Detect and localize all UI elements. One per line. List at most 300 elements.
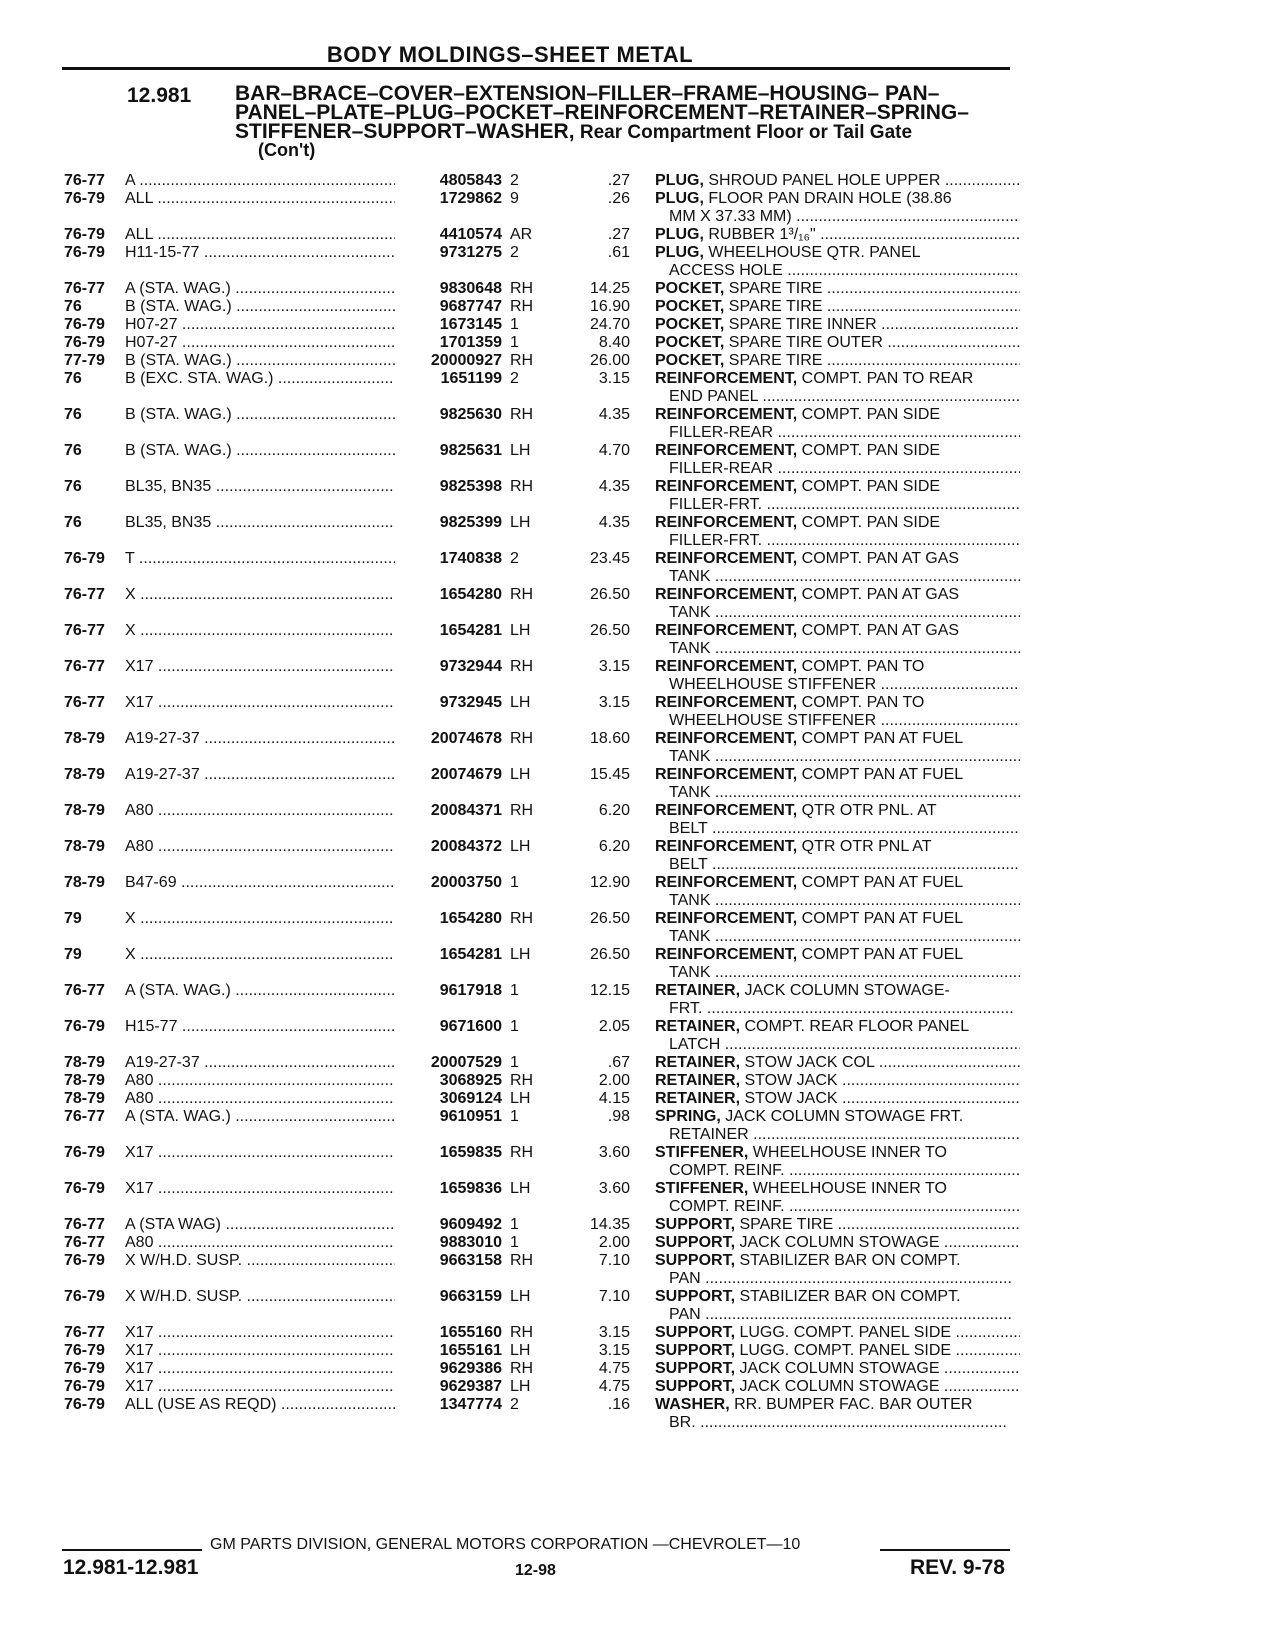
table-row bbox=[0, 658, 1280, 698]
description-line-1: COMPT. PAN TO REAR bbox=[797, 370, 974, 387]
description-line-1: STOW JACK bbox=[740, 1072, 838, 1089]
description-line-2: TANK ..... bbox=[655, 568, 1020, 586]
price: 4.75 bbox=[598, 1378, 630, 1395]
part-description bbox=[655, 838, 1020, 874]
part-number: 4410574 bbox=[439, 226, 502, 243]
model-years: 77-79 bbox=[64, 352, 105, 369]
part-number: 1701359 bbox=[439, 334, 502, 351]
part-name: STIFFENER, bbox=[655, 1144, 749, 1161]
quantity: RH bbox=[510, 586, 534, 603]
table-row bbox=[0, 802, 1280, 842]
model-applicability: X W/H.D. SUSP. ..... bbox=[125, 1288, 395, 1306]
price: .27 bbox=[607, 172, 630, 189]
table-row bbox=[0, 586, 1280, 626]
model-applicability: X ..... bbox=[125, 586, 395, 604]
description-line-1: COMPT. PAN SIDE bbox=[797, 478, 941, 495]
description-line-1: SPARE TIRE bbox=[724, 280, 823, 297]
table-row bbox=[0, 1180, 1280, 1220]
price: 3.60 bbox=[598, 1180, 630, 1197]
part-number: 9687747 bbox=[439, 298, 502, 315]
quantity: 1 bbox=[510, 1234, 519, 1251]
part-name: REINFORCEMENT, bbox=[655, 370, 798, 387]
part-description bbox=[655, 280, 1020, 298]
model-years: 76-77 bbox=[64, 694, 105, 711]
part-description bbox=[655, 1378, 1020, 1396]
description-line-2: TANK ..... bbox=[655, 892, 1020, 910]
quantity: LH bbox=[510, 694, 531, 711]
part-description bbox=[655, 730, 1020, 766]
quantity: RH bbox=[510, 1360, 534, 1377]
model-years: 78-79 bbox=[64, 1090, 105, 1107]
part-number: 1654280 bbox=[439, 586, 502, 603]
part-description bbox=[655, 694, 1020, 730]
table-row bbox=[0, 910, 1280, 950]
description-line-1: SPARE TIRE bbox=[724, 298, 823, 315]
part-number: 1651199 bbox=[440, 370, 502, 387]
model-applicability: A80 ..... bbox=[125, 1072, 395, 1090]
part-description bbox=[655, 1252, 1020, 1288]
description-line-1: COMPT. PAN TO bbox=[797, 658, 925, 675]
model-applicability: X17 ..... bbox=[125, 1342, 395, 1360]
table-row bbox=[0, 622, 1280, 662]
part-number: 9617918 bbox=[439, 982, 502, 999]
quantity: RH bbox=[510, 478, 534, 495]
price: 8.40 bbox=[598, 334, 630, 351]
model-applicability: T ..... bbox=[125, 550, 395, 568]
model-years: 76-77 bbox=[64, 1216, 105, 1233]
table-row bbox=[0, 244, 1280, 284]
description-line-2: PAN ..... bbox=[655, 1306, 1020, 1324]
table-row bbox=[0, 838, 1280, 878]
model-applicability: ALL ..... bbox=[125, 190, 395, 208]
part-number: 20074679 bbox=[430, 766, 502, 783]
section-title-line: PANEL–PLATE–PLUG–POCKET–REINFORCEMENT–RETAINER–SPRING– bbox=[235, 101, 969, 124]
description-line-1: COMPT PAN AT FUEL bbox=[797, 874, 964, 891]
part-number: 20000927 bbox=[430, 352, 502, 369]
model-applicability: X ..... bbox=[125, 622, 395, 640]
part-number: 1740838 bbox=[439, 550, 502, 567]
quantity: 2 bbox=[510, 550, 519, 567]
table-row bbox=[0, 1288, 1280, 1328]
quantity: RH bbox=[510, 1144, 534, 1161]
footer-page-number: 12-98 bbox=[515, 1562, 556, 1579]
part-description bbox=[655, 190, 1020, 226]
model-years: 76-79 bbox=[64, 1360, 105, 1377]
part-name: SUPPORT, bbox=[655, 1378, 736, 1395]
quantity: RH bbox=[510, 1072, 534, 1089]
quantity: RH bbox=[510, 352, 534, 369]
model-years: 76-77 bbox=[64, 1234, 105, 1251]
model-years: 76-79 bbox=[64, 190, 105, 207]
part-description bbox=[655, 1216, 1020, 1234]
table-row bbox=[0, 1144, 1280, 1184]
model-years: 79 bbox=[64, 910, 82, 927]
quantity: 2 bbox=[510, 172, 519, 189]
model-years: 78-79 bbox=[64, 1054, 105, 1071]
price: 12.15 bbox=[589, 982, 630, 999]
quantity: RH bbox=[510, 910, 534, 927]
table-row bbox=[0, 442, 1280, 482]
model-years: 78-79 bbox=[64, 730, 105, 747]
part-number: 9825630 bbox=[439, 406, 502, 423]
part-number: 20003750 bbox=[430, 874, 502, 891]
model-applicability: A80 ..... bbox=[125, 802, 395, 820]
model-years: 76 bbox=[64, 442, 82, 459]
table-row bbox=[0, 1396, 1280, 1436]
description-line-1: JACK COLUMN STOWAGE bbox=[735, 1360, 940, 1377]
model-years: 76-77 bbox=[64, 622, 105, 639]
part-name: REINFORCEMENT, bbox=[655, 766, 798, 783]
part-name: SUPPORT, bbox=[655, 1234, 736, 1251]
part-description bbox=[655, 1234, 1020, 1252]
price: 4.15 bbox=[598, 1090, 630, 1107]
part-number: 1654281 bbox=[439, 622, 502, 639]
part-description bbox=[655, 1018, 1020, 1054]
quantity: RH bbox=[510, 1324, 534, 1341]
part-description bbox=[655, 478, 1020, 514]
part-number: 1659835 bbox=[439, 1144, 502, 1161]
description-line-1: COMPT. REAR FLOOR PANEL bbox=[740, 1018, 970, 1035]
model-years: 76-79 bbox=[64, 1288, 105, 1305]
model-years: 76-77 bbox=[64, 172, 105, 189]
description-line-1: COMPT. PAN SIDE bbox=[797, 442, 941, 459]
quantity: 2 bbox=[510, 244, 519, 261]
model-applicability: X W/H.D. SUSP. ..... bbox=[125, 1252, 395, 1270]
part-name: RETAINER, bbox=[655, 982, 741, 999]
part-number: 9883010 bbox=[439, 1234, 502, 1251]
table-row bbox=[0, 874, 1280, 914]
part-number: 3069124 bbox=[439, 1090, 502, 1107]
model-applicability: B (STA. WAG.) ..... bbox=[125, 352, 395, 370]
description-line-2: TANK ..... bbox=[655, 928, 1020, 946]
part-number: 9629387 bbox=[439, 1378, 502, 1395]
part-number: 9731275 bbox=[439, 244, 502, 261]
part-name: POCKET, bbox=[655, 352, 725, 369]
part-number: 20074678 bbox=[430, 730, 502, 747]
part-name: SUPPORT, bbox=[655, 1216, 736, 1233]
price: 6.20 bbox=[598, 802, 630, 819]
part-number: 9825399 bbox=[439, 514, 502, 531]
part-number: 1347774 bbox=[439, 1396, 502, 1413]
part-description bbox=[655, 316, 1020, 334]
price: 18.60 bbox=[589, 730, 630, 747]
description-line-2: FILLER-FRT. ..... bbox=[655, 532, 1020, 550]
model-years: 76-79 bbox=[64, 334, 105, 351]
part-name: RETAINER, bbox=[655, 1072, 741, 1089]
part-name: REINFORCEMENT, bbox=[655, 442, 798, 459]
model-years: 78-79 bbox=[64, 838, 105, 855]
part-name: PLUG, bbox=[655, 226, 704, 243]
part-number: 9732944 bbox=[439, 658, 502, 675]
price: 4.35 bbox=[598, 478, 630, 495]
model-years: 78-79 bbox=[64, 1072, 105, 1089]
part-name: RETAINER, bbox=[655, 1018, 741, 1035]
price: 2.00 bbox=[598, 1072, 630, 1089]
part-description bbox=[655, 658, 1020, 694]
part-description bbox=[655, 550, 1020, 586]
part-description bbox=[655, 514, 1020, 550]
part-name: POCKET, bbox=[655, 280, 725, 297]
description-line-1: LUGG. COMPT. PANEL SIDE bbox=[735, 1324, 952, 1341]
footer-rule-right bbox=[880, 1549, 1010, 1551]
model-years: 76-77 bbox=[64, 1324, 105, 1341]
description-line-1: STABILIZER BAR ON COMPT. bbox=[735, 1252, 961, 1269]
part-number: 20007529 bbox=[430, 1054, 502, 1071]
part-description bbox=[655, 1324, 1020, 1342]
quantity: LH bbox=[510, 442, 531, 459]
description-line-1: COMPT. PAN TO bbox=[797, 694, 925, 711]
price: 3.15 bbox=[598, 1342, 630, 1359]
part-name: RETAINER, bbox=[655, 1090, 741, 1107]
part-name: REINFORCEMENT, bbox=[655, 874, 798, 891]
table-row bbox=[0, 514, 1280, 554]
description-line-1: SPARE TIRE OUTER bbox=[724, 334, 883, 351]
part-name: REINFORCEMENT, bbox=[655, 838, 798, 855]
part-description bbox=[655, 172, 1020, 190]
model-applicability: X17 ..... bbox=[125, 658, 395, 676]
model-applicability: A (STA. WAG.) ..... bbox=[125, 280, 395, 298]
part-name: REINFORCEMENT, bbox=[655, 946, 798, 963]
part-name: REINFORCEMENT, bbox=[655, 802, 798, 819]
part-description bbox=[655, 1396, 1020, 1432]
price: 6.20 bbox=[598, 838, 630, 855]
quantity: 1 bbox=[510, 982, 519, 999]
price: 26.50 bbox=[589, 586, 630, 603]
part-name: PLUG, bbox=[655, 172, 704, 189]
part-description bbox=[655, 1054, 1020, 1072]
part-name: POCKET, bbox=[655, 334, 725, 351]
description-line-1: QTR OTR PNL. AT bbox=[797, 802, 937, 819]
part-name: PLUG, bbox=[655, 190, 704, 207]
page-title: BODY MOLDINGS–SHEET METAL bbox=[326, 42, 694, 67]
part-description bbox=[655, 874, 1020, 910]
description-line-2: ACCESS HOLE ..... bbox=[655, 262, 1020, 280]
quantity: LH bbox=[510, 946, 531, 963]
part-name: REINFORCEMENT, bbox=[655, 730, 798, 747]
description-line-2: COMPT. REINF. ..... bbox=[655, 1198, 1020, 1216]
description-line-1: STABILIZER BAR ON COMPT. bbox=[735, 1288, 961, 1305]
price: 4.70 bbox=[598, 442, 630, 459]
price: 7.10 bbox=[598, 1252, 630, 1269]
part-description bbox=[655, 334, 1020, 352]
quantity: 1 bbox=[510, 1018, 519, 1035]
table-row bbox=[0, 982, 1280, 1022]
description-line-2: FILLER-REAR ..... bbox=[655, 424, 1020, 442]
part-number: 9671600 bbox=[439, 1018, 502, 1035]
description-line-1: COMPT. PAN SIDE bbox=[797, 514, 941, 531]
model-applicability: X17 ..... bbox=[125, 694, 395, 712]
price: 2.05 bbox=[598, 1018, 630, 1035]
table-row bbox=[0, 370, 1280, 410]
part-description bbox=[655, 442, 1020, 478]
description-line-2: TANK ..... bbox=[655, 748, 1020, 766]
footer-rule-left bbox=[62, 1549, 202, 1551]
description-line-1: WHEELHOUSE INNER TO bbox=[748, 1180, 947, 1197]
model-applicability: X ..... bbox=[125, 910, 395, 928]
part-number: 1655160 bbox=[439, 1324, 502, 1341]
model-years: 76 bbox=[64, 478, 82, 495]
model-applicability: H11-15-77 ..... bbox=[125, 244, 395, 262]
part-description bbox=[655, 1360, 1020, 1378]
model-applicability: B (EXC. STA. WAG.) ..... bbox=[125, 370, 395, 388]
model-applicability: ALL ..... bbox=[125, 226, 395, 244]
price: 3.15 bbox=[598, 658, 630, 675]
table-row bbox=[0, 946, 1280, 986]
model-applicability: H07-27 ..... bbox=[125, 316, 395, 334]
description-line-2: FILLER-FRT. ..... bbox=[655, 496, 1020, 514]
price: 2.00 bbox=[598, 1234, 630, 1251]
table-row bbox=[0, 406, 1280, 446]
quantity: LH bbox=[510, 1090, 531, 1107]
part-name: REINFORCEMENT, bbox=[655, 694, 798, 711]
part-description bbox=[655, 1108, 1020, 1144]
model-applicability: B (STA. WAG.) ..... bbox=[125, 298, 395, 316]
footer-section-range: 12.981-12.981 bbox=[63, 1556, 199, 1579]
part-number: 9830648 bbox=[439, 280, 502, 297]
part-description bbox=[655, 802, 1020, 838]
table-row bbox=[0, 694, 1280, 734]
part-name: REINFORCEMENT, bbox=[655, 514, 798, 531]
model-applicability: X ..... bbox=[125, 946, 395, 964]
description-line-2: RETAINER ..... bbox=[655, 1126, 1020, 1144]
description-line-1: COMPT. PAN AT GAS bbox=[797, 622, 960, 639]
part-name: REINFORCEMENT, bbox=[655, 622, 798, 639]
model-years: 76-79 bbox=[64, 1342, 105, 1359]
model-applicability: H07-27 ..... bbox=[125, 334, 395, 352]
part-name: PLUG, bbox=[655, 244, 704, 261]
price: 4.75 bbox=[598, 1360, 630, 1377]
model-years: 76-79 bbox=[64, 226, 105, 243]
price: 24.70 bbox=[589, 316, 630, 333]
part-number: 9663158 bbox=[439, 1252, 502, 1269]
description-line-1: JACK COLUMN STOWAGE FRT. bbox=[720, 1108, 964, 1125]
model-applicability: X17 ..... bbox=[125, 1324, 395, 1342]
part-description bbox=[655, 352, 1020, 370]
price: 12.90 bbox=[589, 874, 630, 891]
price: .67 bbox=[607, 1054, 630, 1071]
part-description bbox=[655, 1180, 1020, 1216]
part-name: SUPPORT, bbox=[655, 1342, 736, 1359]
model-applicability: A80 ..... bbox=[125, 1090, 395, 1108]
part-description bbox=[655, 1090, 1020, 1108]
table-row bbox=[0, 730, 1280, 770]
part-number: 1673145 bbox=[439, 316, 502, 333]
description-line-1: SPARE TIRE bbox=[735, 1216, 834, 1233]
part-number: 1654280 bbox=[439, 910, 502, 927]
model-years: 76-77 bbox=[64, 280, 105, 297]
description-line-2: WHEELHOUSE STIFFENER ..... bbox=[655, 676, 1020, 694]
price: .26 bbox=[607, 190, 630, 207]
section-title-line: BAR–BRACE–COVER–EXTENSION–FILLER–FRAME–HOUSING– PAN– bbox=[235, 82, 940, 105]
part-description bbox=[655, 370, 1020, 406]
model-years: 76-79 bbox=[64, 316, 105, 333]
description-line-2: TANK ..... bbox=[655, 964, 1020, 982]
model-years: 78-79 bbox=[64, 766, 105, 783]
description-line-1: SPARE TIRE INNER bbox=[724, 316, 877, 333]
part-description bbox=[655, 226, 1020, 244]
part-description bbox=[655, 910, 1020, 946]
part-description bbox=[655, 298, 1020, 316]
part-number: 9663159 bbox=[439, 1288, 502, 1305]
quantity: LH bbox=[510, 1378, 531, 1395]
description-line-2: FILLER-REAR ..... bbox=[655, 460, 1020, 478]
description-line-1: WHEELHOUSE QTR. PANEL bbox=[703, 244, 921, 261]
part-number: 1729862 bbox=[439, 190, 502, 207]
part-description bbox=[655, 586, 1020, 622]
model-applicability: B (STA. WAG.) ..... bbox=[125, 442, 395, 460]
model-applicability: A19-27-37 ..... bbox=[125, 730, 395, 748]
model-applicability: X17 ..... bbox=[125, 1360, 395, 1378]
quantity: RH bbox=[510, 730, 534, 747]
description-line-1: STOW JACK COL bbox=[740, 1054, 875, 1071]
quantity: LH bbox=[510, 514, 531, 531]
part-number: 1654281 bbox=[439, 946, 502, 963]
description-line-1: RR. BUMPER FAC. BAR OUTER bbox=[729, 1396, 973, 1413]
quantity: 1 bbox=[510, 1216, 519, 1233]
price: 16.90 bbox=[589, 298, 630, 315]
model-years: 76-77 bbox=[64, 658, 105, 675]
model-applicability: A ..... bbox=[125, 172, 395, 190]
quantity: RH bbox=[510, 280, 534, 297]
part-description bbox=[655, 1288, 1020, 1324]
description-line-1: STOW JACK bbox=[740, 1090, 838, 1107]
model-years: 76-79 bbox=[64, 244, 105, 261]
price: 7.10 bbox=[598, 1288, 630, 1305]
table-row bbox=[0, 550, 1280, 590]
model-years: 76-79 bbox=[64, 1180, 105, 1197]
description-line-2: FRT. ..... bbox=[655, 1000, 1020, 1018]
model-applicability: A80 ..... bbox=[125, 1234, 395, 1252]
price: 26.50 bbox=[589, 622, 630, 639]
model-applicability: ALL (USE AS REQD) ..... bbox=[125, 1396, 395, 1414]
part-name: SUPPORT, bbox=[655, 1360, 736, 1377]
model-applicability: A19-27-37 ..... bbox=[125, 1054, 395, 1072]
model-years: 76-79 bbox=[64, 1378, 105, 1395]
section-number: 12.981 bbox=[127, 84, 192, 107]
part-number: 20084372 bbox=[430, 838, 502, 855]
part-description bbox=[655, 766, 1020, 802]
quantity: 1 bbox=[510, 1054, 519, 1071]
part-number: 3068925 bbox=[439, 1072, 502, 1089]
model-years: 78-79 bbox=[64, 802, 105, 819]
part-name: SUPPORT, bbox=[655, 1252, 736, 1269]
model-years: 76-79 bbox=[64, 550, 105, 567]
model-years: 76 bbox=[64, 406, 82, 423]
part-name: REINFORCEMENT, bbox=[655, 406, 798, 423]
description-line-2: COMPT. REINF. ..... bbox=[655, 1162, 1020, 1180]
model-years: 76-79 bbox=[64, 1144, 105, 1161]
description-line-1: LUGG. COMPT. PANEL SIDE bbox=[735, 1342, 952, 1359]
model-applicability: A (STA. WAG.) ..... bbox=[125, 1108, 395, 1126]
quantity: RH bbox=[510, 658, 534, 675]
description-line-1: COMPT. PAN AT GAS bbox=[797, 550, 960, 567]
description-line-1: COMPT. PAN SIDE bbox=[797, 406, 941, 423]
model-applicability: A19-27-37 ..... bbox=[125, 766, 395, 784]
model-years: 76-79 bbox=[64, 1396, 105, 1413]
description-line-1: FLOOR PAN DRAIN HOLE (38.86 bbox=[703, 190, 952, 207]
quantity: LH bbox=[510, 1342, 531, 1359]
model-applicability: H15-77 ..... bbox=[125, 1018, 395, 1036]
quantity: LH bbox=[510, 1180, 531, 1197]
quantity: 2 bbox=[510, 1396, 519, 1413]
quantity: LH bbox=[510, 766, 531, 783]
description-line-2: END PANEL ..... bbox=[655, 388, 1020, 406]
part-description bbox=[655, 1342, 1020, 1360]
description-line-1: WHEELHOUSE INNER TO bbox=[748, 1144, 947, 1161]
quantity: LH bbox=[510, 838, 531, 855]
price: 26.00 bbox=[589, 352, 630, 369]
price: 26.50 bbox=[589, 946, 630, 963]
